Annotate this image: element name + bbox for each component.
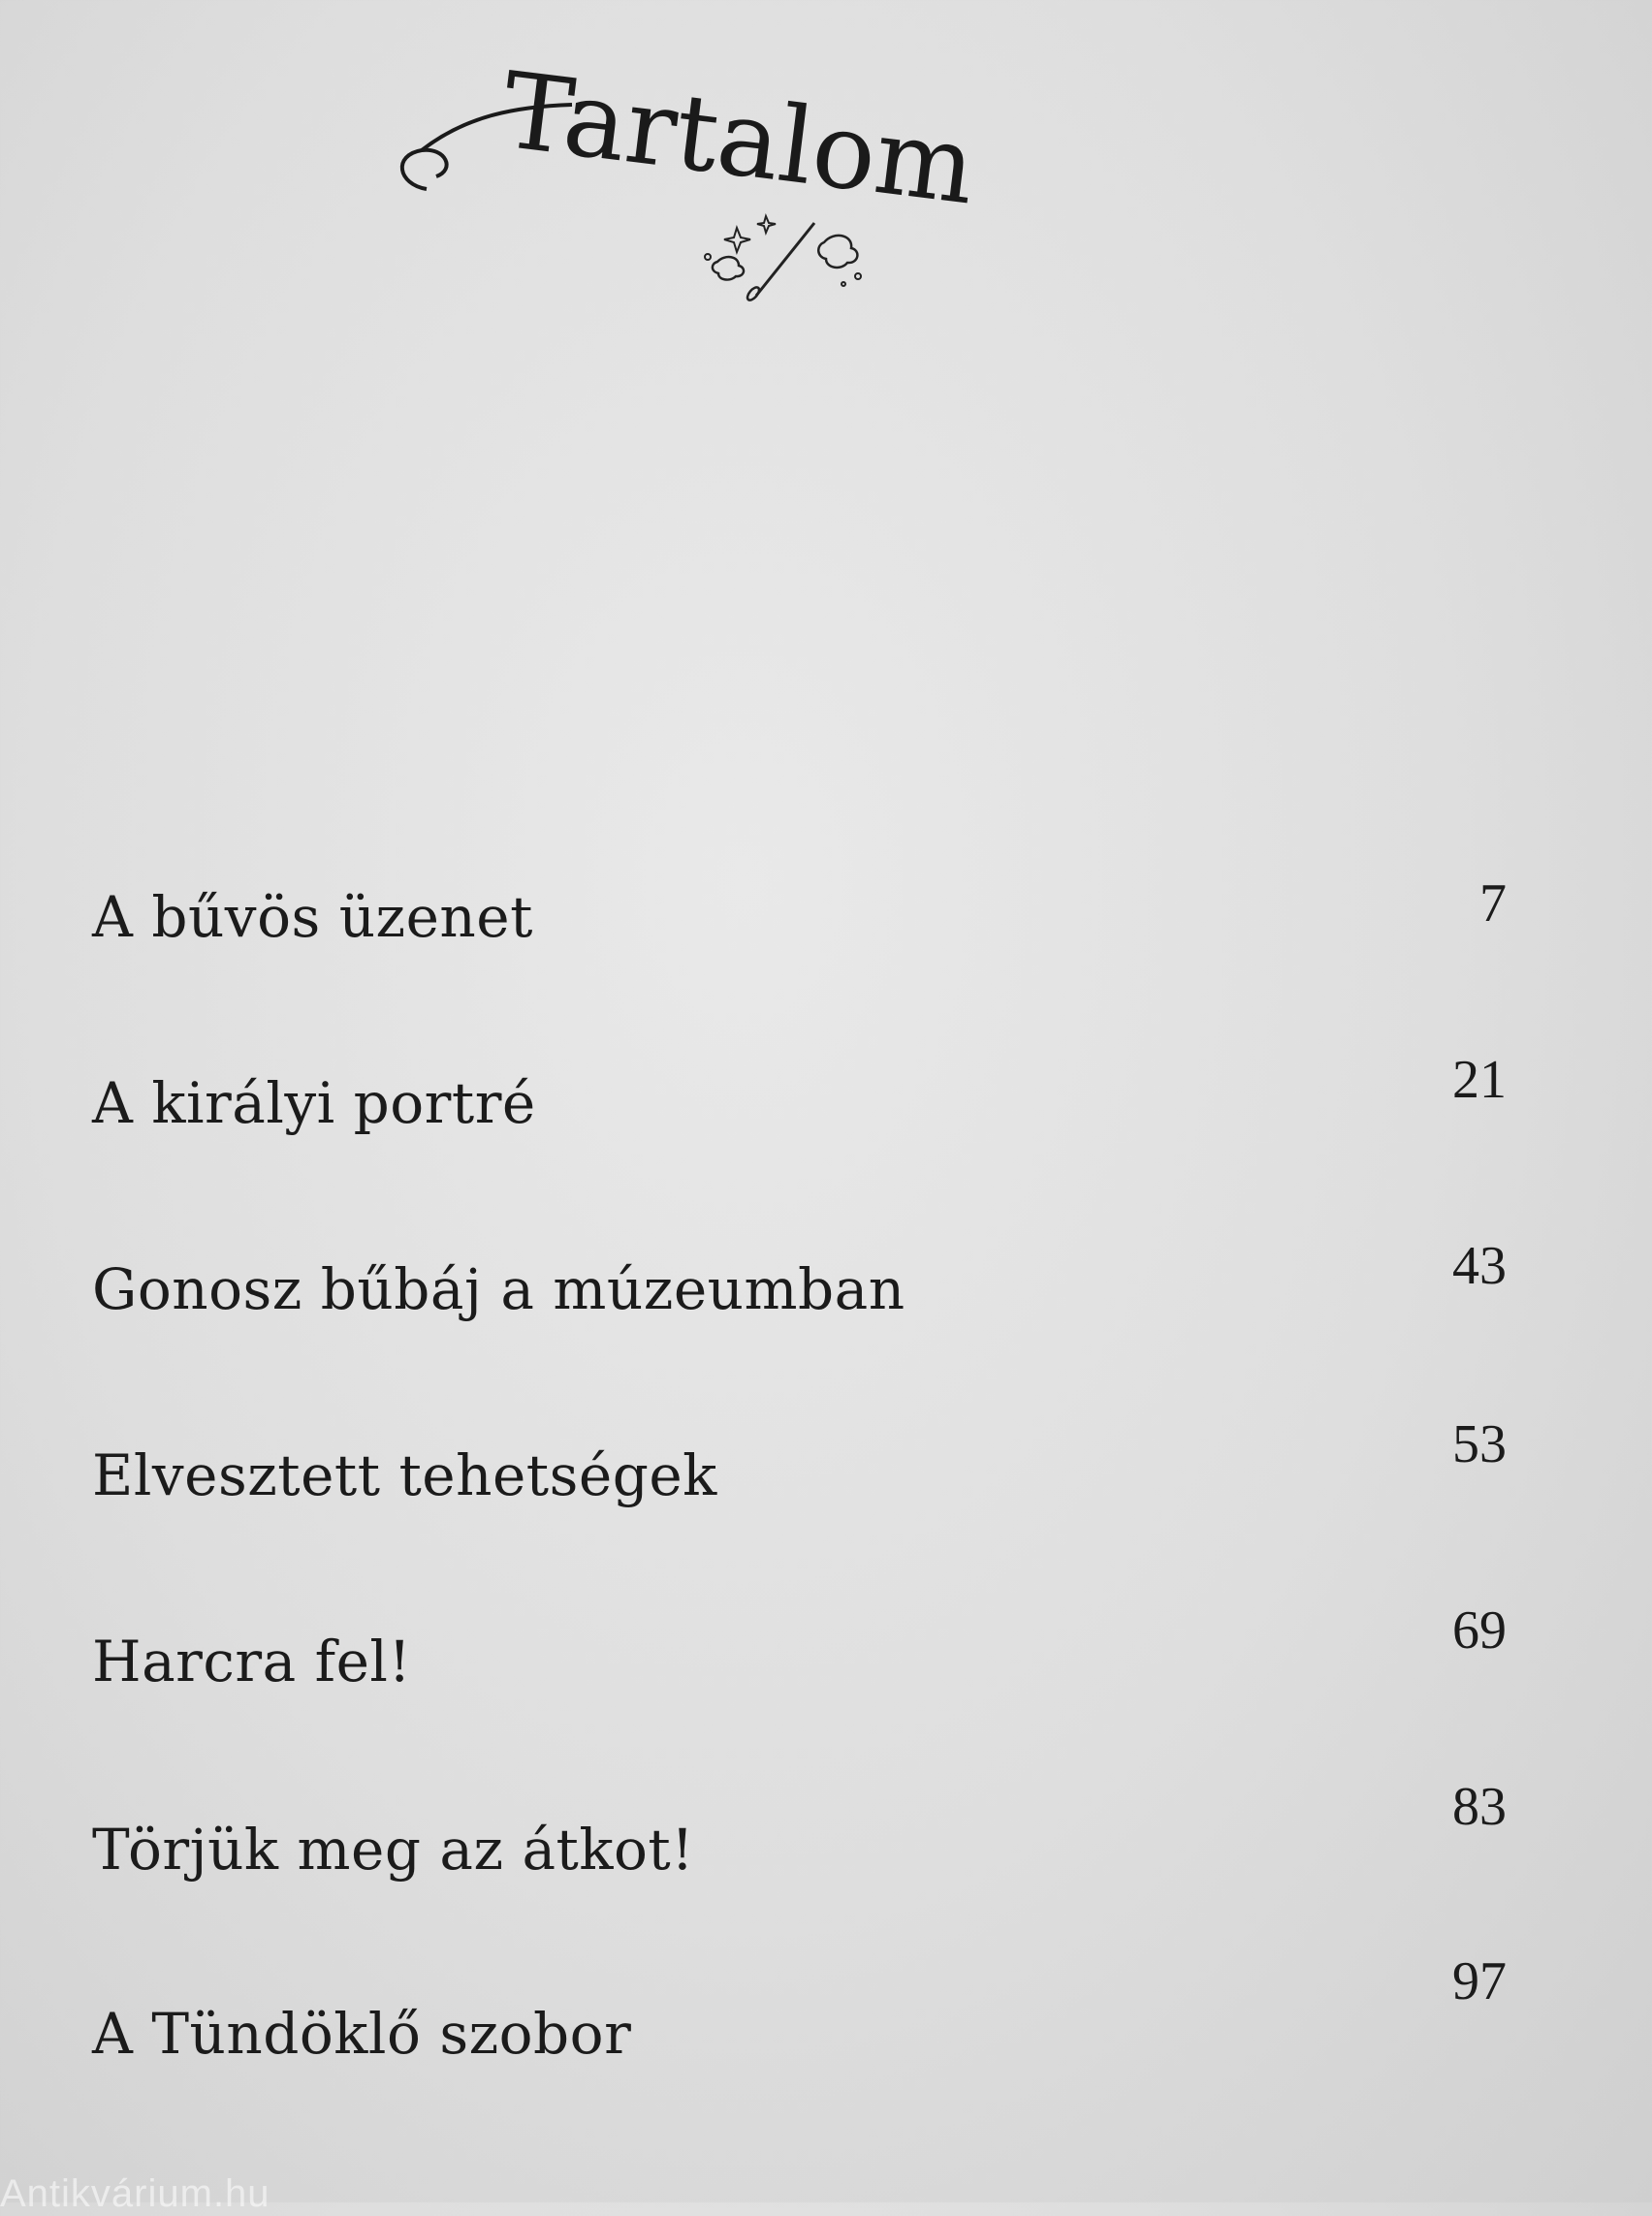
toc-entry-title: Gonosz bűbáj a múzeumban	[92, 1256, 905, 1322]
toc-entry	[0, 1020, 1652, 1136]
paintbrush-sparkles-icon	[698, 208, 873, 305]
toc-entry	[0, 1950, 1652, 2067]
page-title	[388, 58, 1066, 233]
toc-entry-title: A Tündöklő szobor	[92, 2001, 632, 2067]
title-flourish	[402, 150, 447, 189]
toc-entry	[0, 1392, 1652, 1508]
toc-entry-page: 97	[1452, 1951, 1507, 2011]
toc-entry-page: 83	[1452, 1777, 1507, 1837]
toc-entry-title: A királyi portré	[92, 1070, 536, 1136]
toc-entry-title: Elvesztett tehetségek	[92, 1442, 717, 1508]
toc-entry	[0, 1206, 1652, 1322]
toc-entry	[0, 1578, 1652, 1694]
toc-entry-title: A bűvös üzenet	[92, 884, 533, 950]
title-svg	[388, 58, 1066, 233]
title-text: Tartalom	[495, 58, 982, 229]
toc-entry-title: Harcra fel!	[92, 1629, 412, 1694]
toc-entry-page: 53	[1452, 1414, 1507, 1474]
toc-entry-title: Törjük meg az átkot!	[92, 1817, 695, 1883]
toc-entry-page: 21	[1452, 1050, 1507, 1110]
toc-entry-page: 7	[1479, 873, 1507, 934]
toc-entry	[0, 1766, 1652, 1883]
toc-entry-page: 43	[1452, 1236, 1507, 1296]
watermark: Antikvárium.hu	[0, 2172, 270, 2215]
toc-entry-page: 69	[1452, 1600, 1507, 1661]
toc-entry	[0, 834, 1652, 950]
